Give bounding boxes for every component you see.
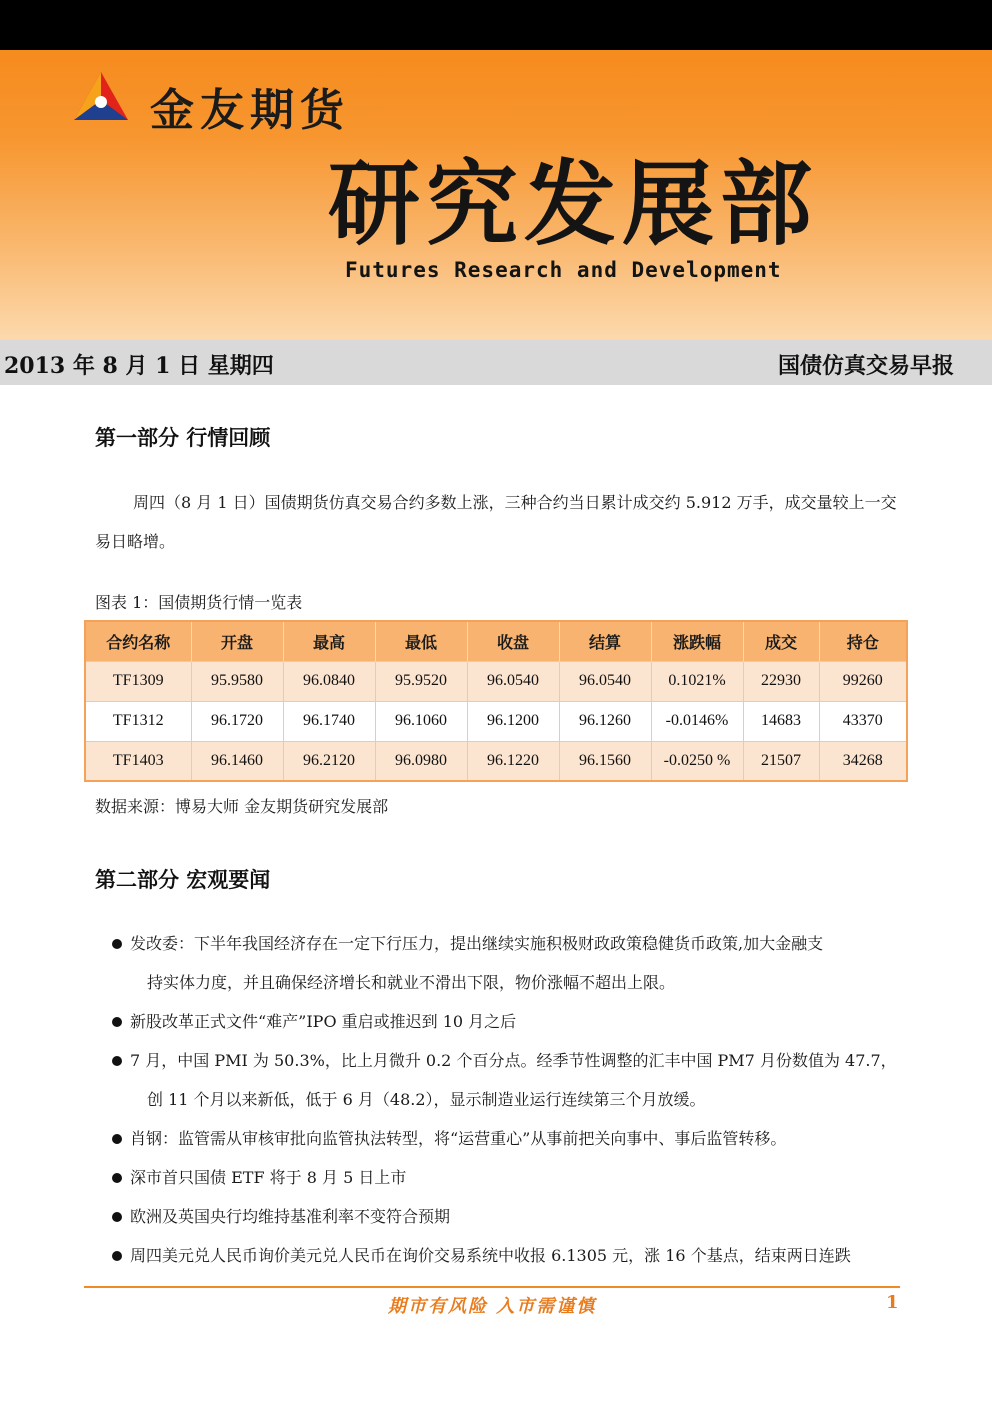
column-header: 持仓	[819, 621, 907, 661]
report-date: 2013 年 8 月 1 日 星期四	[4, 353, 274, 379]
table-cell: 21507	[743, 741, 819, 781]
company-logo-icon	[72, 70, 130, 124]
list-item	[110, 1002, 910, 1041]
page-number: 1	[886, 1292, 899, 1313]
list-item	[110, 1197, 910, 1236]
column-header: 最低	[375, 621, 467, 661]
list-item	[110, 1236, 910, 1275]
bullet-dot-icon	[112, 1134, 122, 1144]
table-cell: 96.1740	[283, 701, 375, 741]
table-cell: 99260	[819, 661, 907, 701]
footer-slogan: 期市有风险 入市需谨慎	[388, 1296, 597, 1317]
table-cell: TF1309	[85, 661, 191, 701]
table-cell: 96.1260	[559, 701, 651, 741]
table-cell: 14683	[743, 701, 819, 741]
news-item-text: 欧洲及英国央行均维持基准利率不变符合预期	[130, 1207, 451, 1226]
department-title-cn: 研究发展部	[328, 150, 819, 258]
list-item	[110, 1041, 910, 1119]
brand-name: 金友期货	[150, 85, 350, 136]
table-row	[85, 661, 907, 701]
report-title: 国债仿真交易早报	[777, 354, 954, 379]
top-black-bar	[0, 0, 992, 50]
department-title-en: Futures Research and Development	[345, 258, 782, 282]
table-header-row	[85, 621, 907, 661]
list-item	[110, 1158, 910, 1197]
table-cell: 96.1560	[559, 741, 651, 781]
table-cell: 96.1200	[467, 701, 559, 741]
table-cell: 96.1720	[191, 701, 283, 741]
macro-news-list	[110, 924, 910, 1275]
table-cell: 96.1220	[467, 741, 559, 781]
column-header: 收盘	[467, 621, 559, 661]
table-cell: 96.2120	[283, 741, 375, 781]
table-cell: 95.9520	[375, 661, 467, 701]
date-bar	[0, 340, 992, 385]
bullet-dot-icon	[112, 1173, 122, 1183]
column-header: 结算	[559, 621, 651, 661]
table-cell: -0.0146%	[651, 701, 743, 741]
news-item-text: 肖钢：监管需从审核审批向监管执法转型，将“运营重心”从事前把关向事中、事后监管转移。	[130, 1129, 787, 1148]
table-cell: TF1312	[85, 701, 191, 741]
table-row	[85, 741, 907, 781]
futures-quote-table	[84, 620, 908, 782]
table-cell: 96.0540	[559, 661, 651, 701]
table-cell: -0.0250 %	[651, 741, 743, 781]
table-cell: 22930	[743, 661, 819, 701]
bullet-dot-icon	[112, 1212, 122, 1222]
section-heading-macro-news: 第二部分 宏观要闻	[95, 868, 271, 892]
table-caption: 图表 1：国债期货行情一览表	[95, 593, 303, 612]
table-cell: TF1403	[85, 741, 191, 781]
table-cell: 95.9580	[191, 661, 283, 701]
table-cell: 96.0980	[375, 741, 467, 781]
table-cell: 43370	[819, 701, 907, 741]
bullet-dot-icon	[112, 1056, 122, 1066]
bullet-dot-icon	[112, 939, 122, 949]
column-header: 合约名称	[85, 621, 191, 661]
table-cell: 96.0540	[467, 661, 559, 701]
news-item-text: 发改委：下半年我国经济存在一定下行压力，提出继续实施积极财政政策稳健货币政策,加大金融支	[130, 934, 824, 953]
section-heading-market-review: 第一部分 行情回顾	[95, 426, 271, 450]
list-item	[110, 924, 910, 1002]
bullet-dot-icon	[112, 1251, 122, 1261]
news-item-continuation: 持实体力度，并且确保经济增长和就业不滑出下限，物价涨幅不超出上限。	[147, 973, 676, 992]
news-item-text: 新股改革正式文件“难产”IPO 重启或推迟到 10 月之后	[130, 1012, 517, 1031]
news-item-continuation: 创 11 个月以来新低，低于 6 月（48.2），显示制造业运行连续第三个月放缓。	[147, 1090, 706, 1109]
table-row	[85, 701, 907, 741]
data-source-note: 数据来源：博易大师 金友期货研究发展部	[95, 797, 389, 816]
bullet-dot-icon	[112, 1017, 122, 1027]
table-cell: 96.0840	[283, 661, 375, 701]
column-header: 开盘	[191, 621, 283, 661]
column-header: 最高	[283, 621, 375, 661]
market-summary-paragraph: 周四（8 月 1 日）国债期货仿真交易合约多数上涨，三种合约当日累计成交约 5.912 万手，成交量较上一交易日略增。	[95, 493, 897, 551]
table-cell: 0.1021%	[651, 661, 743, 701]
list-item	[110, 1119, 910, 1158]
news-item-text: 7 月，中国 PMI 为 50.3%，比上月微升 0.2 个百分点。经季节性调整的汇丰中国 PM7 月份数值为 47.7，	[130, 1051, 897, 1070]
table-cell: 96.1460	[191, 741, 283, 781]
news-item-text: 周四美元兑人民币询价美元兑人民币在询价交易系统中收报 6.1305 元，涨 16 个基点，结束两日连跌	[130, 1246, 851, 1265]
news-item-text: 深市首只国债 ETF 将于 8 月 5 日上市	[130, 1168, 407, 1187]
column-header: 成交	[743, 621, 819, 661]
column-header: 涨跌幅	[651, 621, 743, 661]
table-cell: 34268	[819, 741, 907, 781]
table-cell: 96.1060	[375, 701, 467, 741]
footer-divider	[84, 1286, 900, 1288]
